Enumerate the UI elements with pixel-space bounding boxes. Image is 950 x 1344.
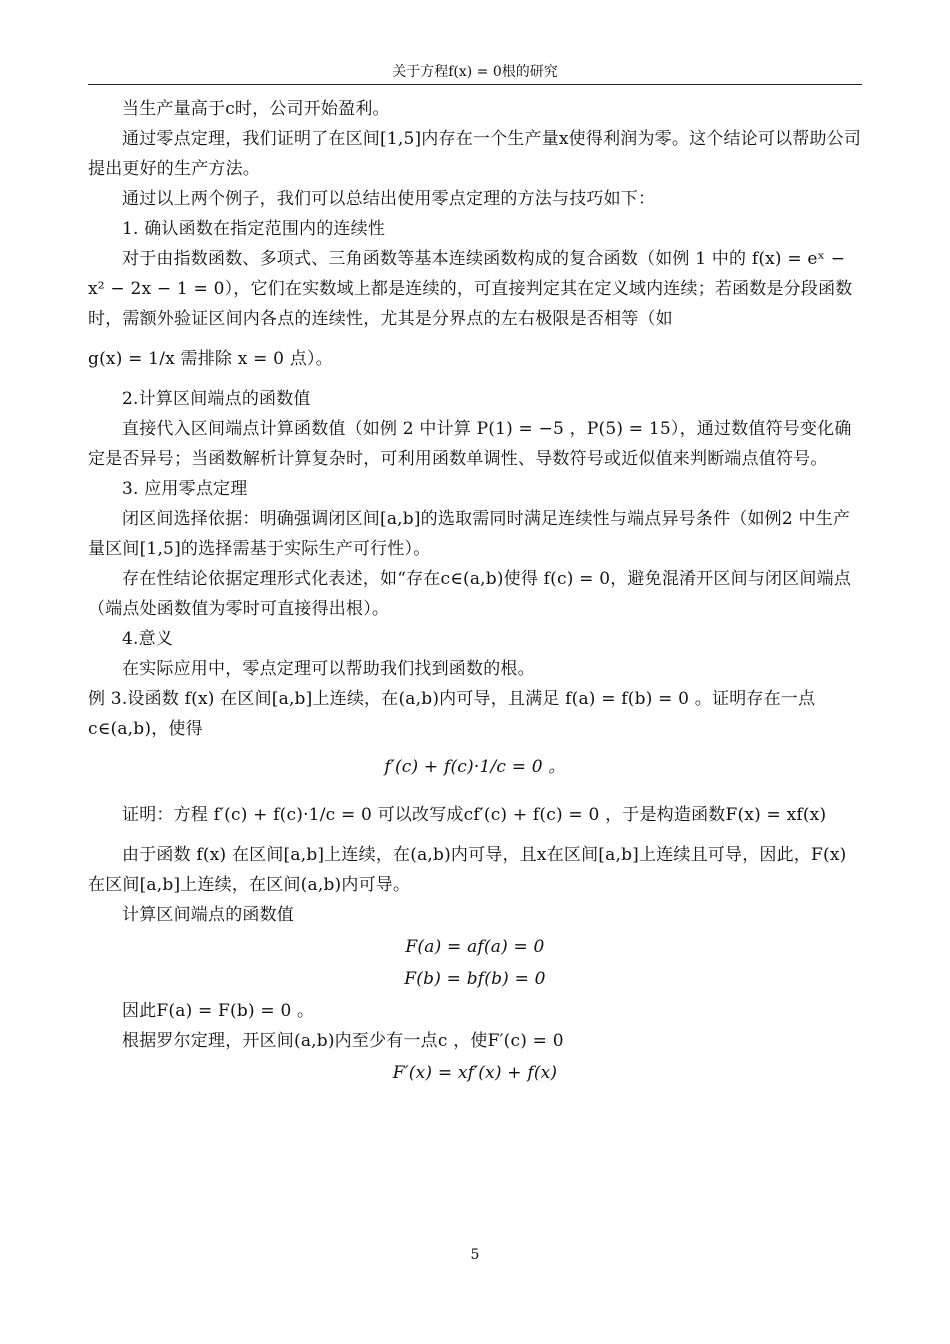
paragraph-practical-use: 在实际应用中，零点定理可以帮助我们找到函数的根。	[122, 659, 535, 679]
page	[88, 60, 862, 1280]
paragraph-existence-conclusion: 存在性结论依据定理形式化表述，如“存在c∈(a,b)使得 f(c) = 0，避免混淆开区间与闭区间端点（端点处函数值为零时可直接得出根）。	[88, 569, 852, 619]
paragraph-rolle-theorem: 根据罗尔定理，开区间(a,b)内至少有一点c ，使F′(c) = 0	[122, 1031, 564, 1051]
paragraph-piecewise-example: g(x) = 1/x 需排除 x = 0 点）。	[88, 349, 333, 369]
section-heading-apply-theorem: 3. 应用零点定理	[122, 479, 248, 499]
paragraph-endpoints-equal: 因此F(a) = F(b) = 0 。	[122, 1001, 315, 1021]
paragraph-example-3: 例 3.设函数 f(x) 在区间[a,b]上连续，在(a,b)内可导，且满足 f(a) = f(b) = 0 。证明存在一点c∈(a,b)，使得	[88, 689, 816, 739]
paragraph-summary-intro: 通过以上两个例子，我们可以总结出使用零点定理的方法与技巧如下：	[122, 189, 656, 209]
page-number: 5	[470, 1247, 480, 1263]
document-body	[88, 94, 862, 1090]
formula-target-equation: f′(c) + f(c)·1/c = 0 。	[384, 757, 566, 777]
section-heading-endpoint-values: 2.计算区间端点的函数值	[122, 389, 311, 409]
section-heading-continuity: 1. 确认函数在指定范围内的连续性	[122, 219, 386, 239]
paragraph-endpoint-values: 直接代入区间端点计算函数值（如例 2 中计算 P(1) = −5 ，P(5) = 15），通过数值符号变化确定是否异号；当函数解析计算复杂时，可利用函数单调性、导数符号或近似值来判断端点值符号。	[88, 419, 852, 469]
paragraph-closed-interval-basis: 闭区间选择依据：明确强调闭区间[a,b]的选取需同时满足连续性与端点异号条件（如例2 中生产量区间[1,5]的选择需基于实际生产可行性）。	[88, 509, 851, 559]
running-header: 关于方程f(x) = 0根的研究	[88, 60, 862, 85]
paragraph-proof-construction: 证明：方程 f′(c) + f(c)·1/c = 0 可以改写成cf′(c) + f(c) = 0 ，于是构造函数F(x) = xf(x)	[122, 805, 827, 825]
paragraph-continuity-details: 对于由指数函数、多项式、三角函数等基本连续函数构成的复合函数（如例 1 中的 f(x) = eˣ − x² − 2x − 1 = 0），它们在实数域上都是连续的，可直接判定其在定义域内连续；若函数是分段函数时，需额外验证区间内各点的连续性，尤其是分界点的左右极限是否相等（如	[88, 249, 853, 329]
paragraph-profit-threshold: 当生产量高于c时，公司开始盈利。	[122, 99, 390, 119]
formula-derivative: F′(x) = xf′(x) + f(x)	[392, 1063, 558, 1083]
paragraph-compute-endpoints: 计算区间端点的函数值	[122, 905, 294, 925]
paragraph-proof-continuity: 由于函数 f(x) 在区间[a,b]上连续，在(a,b)内可导，且x在区间[a,b]上连续且可导，因此，F(x) 在区间[a,b]上连续，在区间(a,b)内可导。	[88, 845, 847, 895]
formula-f-at-b: F(b) = bf(b) = 0	[404, 969, 546, 989]
paragraph-zero-theorem-conclusion: 通过零点定理，我们证明了在区间[1,5]内存在一个生产量x使得利润为零。这个结论可以帮助公司提出更好的生产方法。	[88, 129, 862, 179]
formula-f-at-a: F(a) = af(a) = 0	[405, 937, 545, 957]
section-heading-meaning: 4.意义	[122, 629, 174, 649]
